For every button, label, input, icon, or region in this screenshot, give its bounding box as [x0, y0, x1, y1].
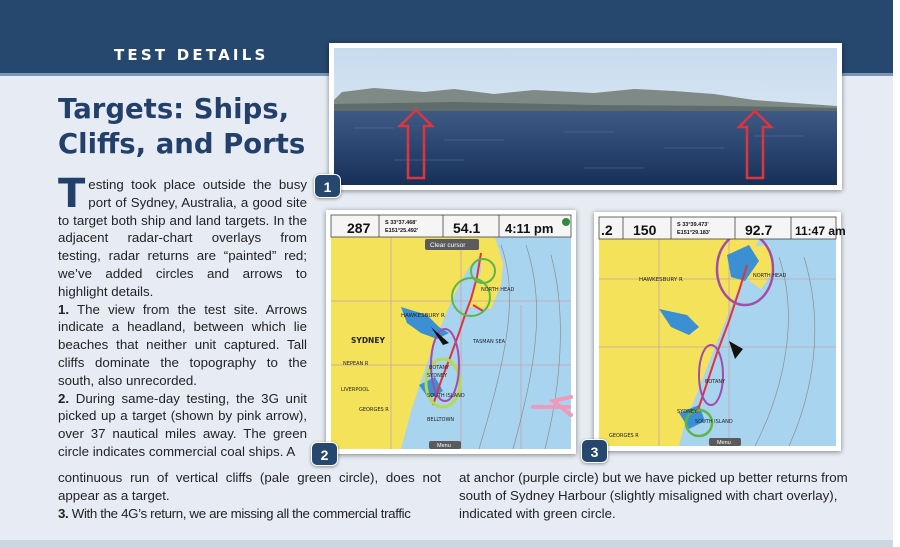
sea	[334, 111, 837, 185]
intro-text: esting took place outside the busy port of Sydney, Australia, a good site to target both ship and land targets. In the adjacent radar-chart overlays from testing, radar returns are “painted” red; we’ve added circles and arrows to highlight details.	[58, 177, 307, 299]
label-sydney: SYDNEY	[677, 409, 698, 415]
paragraph-3-continued: at anchor (purple circle) but we have picked up better returns from south of Sydney Harbour (slightly misaligned with chart overlay), indicated with green circle.	[459, 470, 848, 521]
status-icon	[562, 218, 570, 226]
body-right-column	[459, 469, 852, 522]
paragraph-1-number: 1.	[58, 301, 70, 317]
label-georges: GEORGES R	[359, 407, 389, 413]
paragraph-2-continued: continuous run of vertical cliffs (pale green circle), does not appear as a target.	[58, 470, 441, 503]
label-liverpool: LIVERPOOL	[341, 387, 369, 393]
radar-chart-3g-map	[331, 215, 571, 449]
label-sydney-small: SYDNEY	[427, 373, 448, 379]
label-sydney: SYDNEY	[351, 336, 385, 345]
depth-value: 92.7	[745, 222, 773, 238]
menu-label: Menu	[717, 440, 731, 446]
sea-view-photo	[329, 43, 842, 190]
radar-chart-4g-map	[599, 217, 846, 446]
label-south-island: SOUTH ISLAND	[695, 419, 733, 425]
clear-cursor-label: Clear cursor	[430, 242, 466, 249]
time-value: 4:11 pm	[505, 221, 554, 236]
paragraph-1-text: The view from the test site. Arrows indicate a headland, between which lie beaches that neither unit captured. Tall cliffs dominate the topography to the south, also unrecorded.	[58, 301, 307, 388]
figure-badge-2: 2	[311, 442, 338, 466]
paragraph-3	[58, 505, 441, 523]
body-wide-column	[58, 469, 441, 522]
time-value: 11:47 am	[795, 224, 846, 238]
intro-paragraph	[58, 171, 307, 301]
menu-label: Menu	[437, 443, 451, 449]
paragraph-3-number: 3.	[58, 505, 69, 521]
label-belltown: BELLTOWN	[427, 417, 455, 423]
position-lat: S 33°39.473'	[677, 222, 709, 228]
label-south-island: SOUTH ISLAND	[427, 393, 465, 399]
label-hawkesbury: HAWKESBURY R	[639, 277, 683, 283]
depth-value: 54.1	[453, 220, 481, 236]
sea-view-illustration	[334, 48, 837, 185]
paragraph-2-number: 2.	[58, 390, 70, 406]
paragraph-2	[58, 390, 307, 461]
position-lon: E151°29.183'	[677, 230, 711, 236]
sog-value: 150	[633, 222, 657, 238]
label-hawkesbury: HAWKESBURY R	[401, 313, 445, 319]
label-north-head: NORTH HEAD	[753, 273, 787, 279]
figure-badge-1: 1	[314, 174, 341, 198]
body-column	[58, 171, 307, 461]
radar-chart-3g	[326, 210, 576, 454]
label-botany: BOTANY	[705, 379, 726, 385]
label-north-head: NORTH HEAD	[481, 287, 515, 293]
label-nepean: NEPEAN R	[343, 361, 369, 367]
cog-value: 287	[347, 220, 371, 236]
position-lat: S 33°37.468'	[385, 220, 417, 226]
label-georges: GEORGES R	[609, 433, 639, 439]
label-tasman: TASMAN SEA	[473, 339, 506, 345]
cog-value: .2	[601, 222, 613, 238]
paragraph-2-text: During same-day testing, the 3G unit picked up a target (shown by pink arrow), over 37 nautical miles away. The green circle indicates commercial coal ships. A	[58, 390, 307, 459]
section-label: TEST DETAILS	[114, 46, 269, 64]
drop-cap: T	[58, 171, 86, 217]
position-lon: E151°25.492'	[385, 228, 419, 234]
title-line-2: Cliffs, and Ports	[58, 128, 306, 160]
title-line-1: Targets: Ships,	[58, 93, 290, 125]
radar-chart-4g	[594, 212, 846, 451]
label-botany: BOTANY	[429, 365, 450, 371]
figure-badge-3: 3	[581, 439, 608, 463]
article-title	[58, 92, 328, 162]
bottom-rule	[0, 540, 893, 547]
paragraph-3-text: With the 4G’s return, we are missing all the commercial traffic	[71, 505, 411, 521]
paragraph-1	[58, 301, 307, 390]
